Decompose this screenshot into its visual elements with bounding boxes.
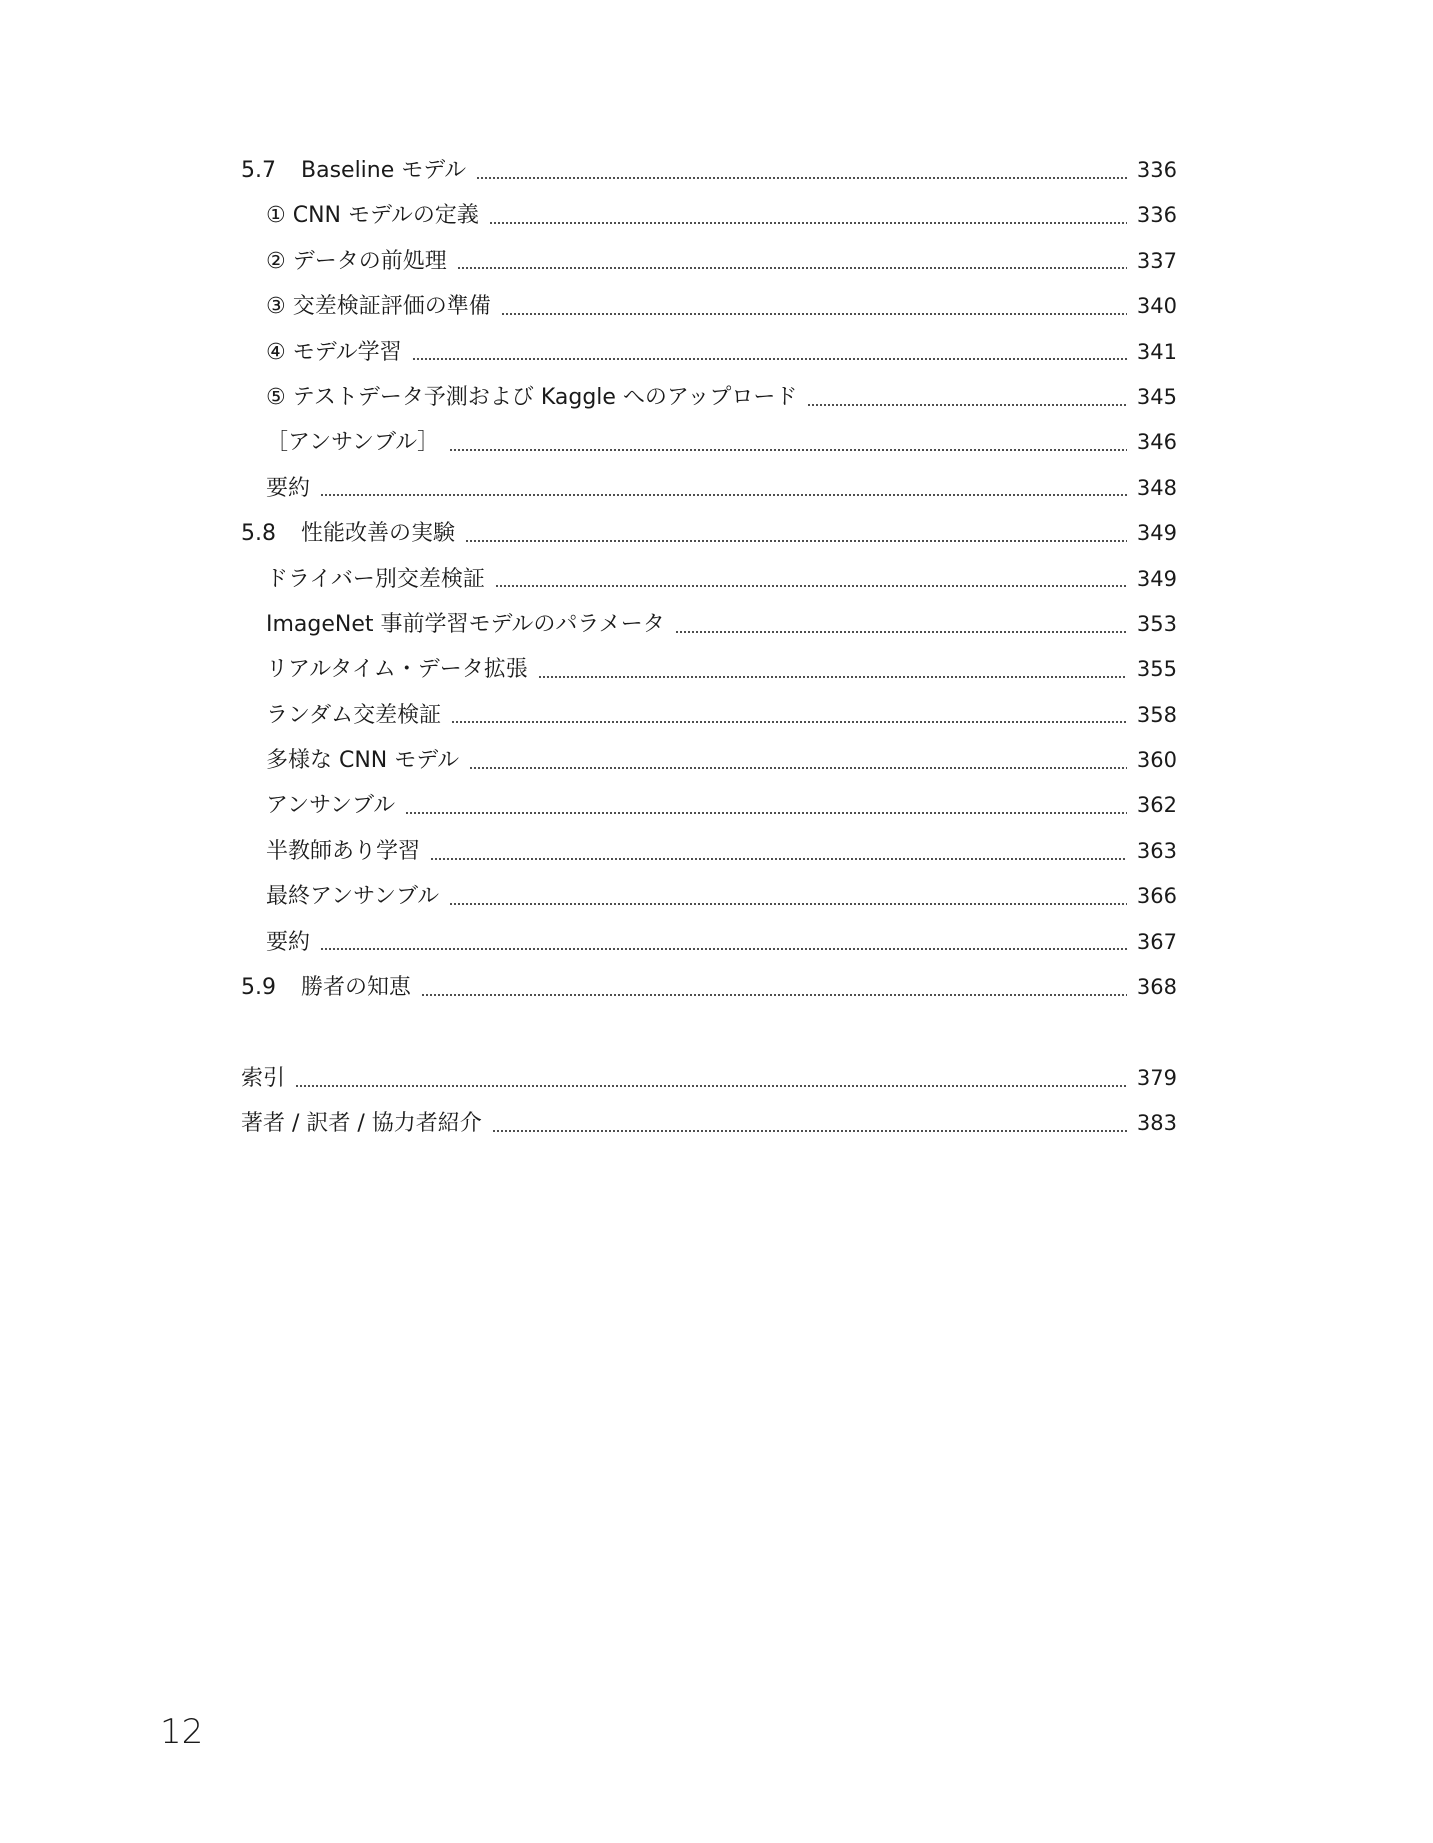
toc-entry-title: 勝者の知恵 [301,975,412,1001]
toc-entry [241,829,1177,874]
toc-entry-title: ⑤ テストデータ予測および Kaggle へのアップロード [266,384,798,410]
page-number: 12 [160,1712,204,1752]
toc-entry-title: 要約 [266,475,311,501]
toc-entry-title: ドライバー別交差検証 [266,566,485,592]
toc-entry-title: Baseline モデル [301,158,467,183]
toc-entry [241,466,1177,511]
toc-leader-dots [469,764,1127,772]
toc-entry-title: 最終アンサンブル [266,884,440,910]
toc-page-number: 345 [1136,384,1177,409]
toc-leader-dots [465,537,1127,545]
toc-page-number: 346 [1136,430,1177,455]
toc-entry [241,284,1177,329]
toc-page-number: 349 [1136,566,1177,591]
toc-entry [241,1056,1177,1101]
toc-entry-title: 半教師あり学習 [266,838,421,864]
toc-leader-dots [449,446,1127,454]
toc-entry-title: 多様な CNN モデル [266,748,460,774]
toc-entry [241,1101,1177,1146]
toc-page-number: 363 [1136,838,1177,863]
toc-entry-title: ③ 交差検証評価の準備 [266,294,491,320]
toc-leader-dots [492,1127,1127,1135]
toc-leader-dots [430,855,1127,863]
toc-entry [241,965,1177,1010]
toc-entry-title: ① CNN モデルの定義 [266,203,479,229]
toc-page-number: 353 [1136,611,1177,636]
toc-entry-title: 索引 [241,1065,286,1091]
toc-entry [241,148,1177,193]
toc-entry [241,330,1177,375]
toc-entry-title: ImageNet 事前学習モデルのパラメータ [266,611,665,637]
toc-entry [241,511,1177,556]
toc-leader-dots [449,900,1127,908]
toc-entry [241,920,1177,965]
toc-leader-dots [501,310,1127,318]
table-of-contents [241,148,1177,1147]
toc-page-number: 355 [1136,657,1177,682]
toc-page-number: 358 [1136,702,1177,727]
toc-section-list [241,148,1177,1010]
toc-leader-dots [421,991,1127,999]
toc-page-number: 341 [1136,339,1177,364]
toc-section-number: 5.8 [241,521,276,547]
toc-entry [241,647,1177,692]
toc-page-number: 366 [1136,884,1177,909]
toc-section-number: 5.7 [241,158,276,183]
toc-entry [241,693,1177,738]
toc-entry-title: ④ モデル学習 [266,339,402,365]
toc-entry [241,557,1177,602]
toc-spacer [241,1010,1177,1055]
toc-entry-title: ランダム交差検証 [266,702,442,728]
toc-entry [241,375,1177,420]
toc-leader-dots [476,174,1127,182]
toc-page-number: 379 [1136,1065,1177,1090]
toc-page-number: 340 [1136,294,1177,319]
toc-page-number: 383 [1136,1111,1177,1136]
toc-page-number: 336 [1136,158,1177,182]
toc-leader-dots [457,264,1127,272]
toc-page-number: 348 [1136,475,1177,500]
toc-page-number: 360 [1136,748,1177,773]
toc-leader-dots [320,945,1127,953]
toc-page-number: 349 [1136,521,1177,546]
toc-leader-dots [489,219,1127,227]
toc-page-number: 368 [1136,975,1177,1000]
toc-entry [241,783,1177,828]
toc-page-number: 336 [1136,203,1177,228]
toc-leader-dots [538,673,1127,681]
toc-leader-dots [405,809,1127,817]
toc-page-number: 362 [1136,793,1177,818]
toc-entry [241,874,1177,919]
toc-page-number: 337 [1136,248,1177,273]
toc-entry-title: ② データの前処理 [266,248,447,274]
toc-entry-title: 性能改善の実験 [301,521,456,547]
toc-page-number: 367 [1136,929,1177,954]
toc-leader-dots [412,355,1127,363]
toc-entry-title: リアルタイム・データ拡張 [266,657,528,683]
toc-entry [241,239,1177,284]
toc-leader-dots [495,582,1127,590]
toc-leader-dots [451,718,1127,726]
toc-leader-dots [807,401,1127,409]
toc-leader-dots [320,491,1127,499]
toc-leader-dots [675,628,1127,636]
toc-leader-dots [295,1082,1127,1090]
toc-entry [241,602,1177,647]
toc-entry [241,420,1177,465]
toc-entry [241,738,1177,783]
toc-backmatter-list [241,1056,1177,1147]
toc-entry-title: ［アンサンブル］ [266,430,440,456]
toc-entry-title: アンサンブル [266,793,396,819]
toc-entry [241,193,1177,238]
toc-entry-title: 要約 [266,929,311,955]
toc-entry-title: 著者 / 訳者 / 協力者紹介 [241,1111,482,1137]
toc-section-number: 5.9 [241,975,276,1001]
